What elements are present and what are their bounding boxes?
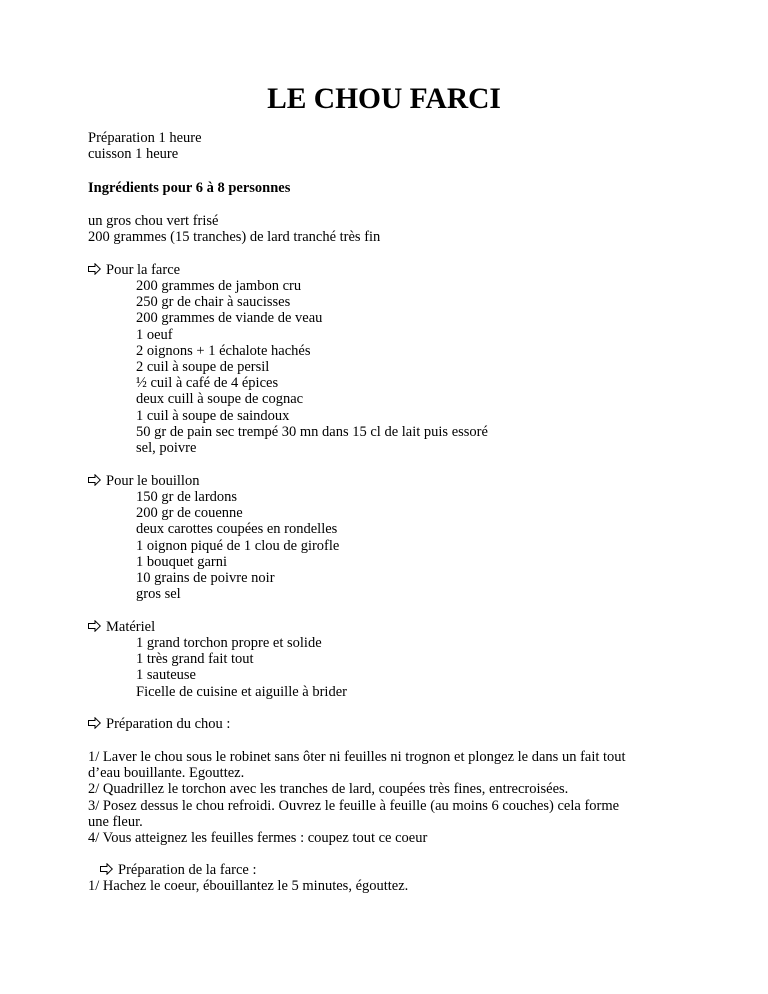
list-item: 200 gr de couenne	[136, 505, 243, 522]
prep-farce-heading: Préparation de la farce :	[100, 862, 740, 878]
step-line: 1/ Laver le chou sous le robinet sans ôter ni feuilles ni trognon et plongez le dans un fait tout	[88, 749, 626, 765]
times	[88, 130, 728, 162]
materiel-heading: Matériel	[88, 619, 728, 635]
list-item: 200 grammes (15 tranches) de lard tranché très fin	[88, 229, 381, 246]
list-item: un gros chou vert frisé	[88, 213, 219, 229]
prep-farce-steps	[88, 878, 728, 894]
list-item: 200 grammes de jambon cru	[136, 278, 302, 294]
list-item: Ficelle de cuisine et aiguille à brider	[136, 683, 347, 700]
arrow-right-outline-icon	[88, 717, 101, 729]
farce-list	[136, 278, 768, 456]
list-item: 1 sauteuse	[136, 667, 196, 684]
list-item: 1 grand torchon propre et solide	[136, 635, 322, 651]
step-line: d’eau bouillante. Egouttez.	[88, 765, 245, 782]
arrow-right-outline-icon	[88, 263, 101, 275]
list-item: 1 oeuf	[136, 326, 173, 343]
farce-heading: Pour la farce	[88, 262, 728, 278]
list-item: 2 oignons + 1 échalote hachés	[136, 342, 311, 359]
step-line: une fleur.	[88, 813, 143, 830]
list-item: sel, poivre	[136, 440, 197, 457]
prep-time: Préparation 1 heure	[88, 130, 202, 146]
list-item: 2 cuil à soupe de persil	[136, 359, 270, 376]
list-item: 1 cuil à soupe de saindoux	[136, 407, 290, 424]
step-line: 4/ Vous atteignez les feuilles fermes : coupez tout ce coeur	[88, 830, 428, 847]
list-item: 1 très grand fait tout	[136, 651, 254, 668]
bouillon-list	[136, 489, 768, 602]
list-item: 250 gr de chair à saucisses	[136, 294, 291, 311]
prep-chou-steps	[88, 749, 728, 846]
step-line: 3/ Posez dessus le chou refroidi. Ouvrez le feuille à feuille (au moins 6 couches) cela forme	[88, 797, 620, 814]
list-item: ½ cuil à café de 4 épices	[136, 375, 279, 392]
list-item: 50 gr de pain sec trempé 30 mn dans 15 cl de lait puis essoré	[136, 423, 488, 440]
arrow-right-outline-icon	[88, 620, 101, 632]
list-item: 10 grains de poivre noir	[136, 570, 275, 587]
step-line: 2/ Quadrillez le torchon avec les tranches de lard, coupées très fines, entrecroisées.	[88, 781, 569, 798]
arrow-right-outline-icon	[100, 863, 113, 875]
materiel-list	[136, 635, 768, 700]
list-item: 150 gr de lardons	[136, 489, 238, 505]
list-item: 1 bouquet garni	[136, 553, 228, 570]
ingredients-heading: Ingrédients pour 6 à 8 personnes	[88, 180, 291, 196]
list-item: deux carottes coupées en rondelles	[136, 521, 338, 538]
page-title: LE CHOU FARCI	[267, 83, 501, 115]
list-item: 1 oignon piqué de 1 clou de girofle	[136, 537, 340, 554]
bouillon-heading: Pour le bouillon	[88, 473, 728, 489]
prep-chou-heading: Préparation du chou :	[88, 716, 728, 732]
cook-time: cuisson 1 heure	[88, 146, 179, 163]
base-ingredients	[88, 213, 728, 245]
list-item: deux cuill à soupe de cognac	[136, 391, 304, 408]
arrow-right-outline-icon	[88, 474, 101, 486]
list-item: 200 grammes de viande de veau	[136, 310, 323, 327]
step-line: 1/ Hachez le coeur, ébouillantez le 5 minutes, égouttez.	[88, 878, 409, 894]
list-item: gros sel	[136, 586, 181, 603]
